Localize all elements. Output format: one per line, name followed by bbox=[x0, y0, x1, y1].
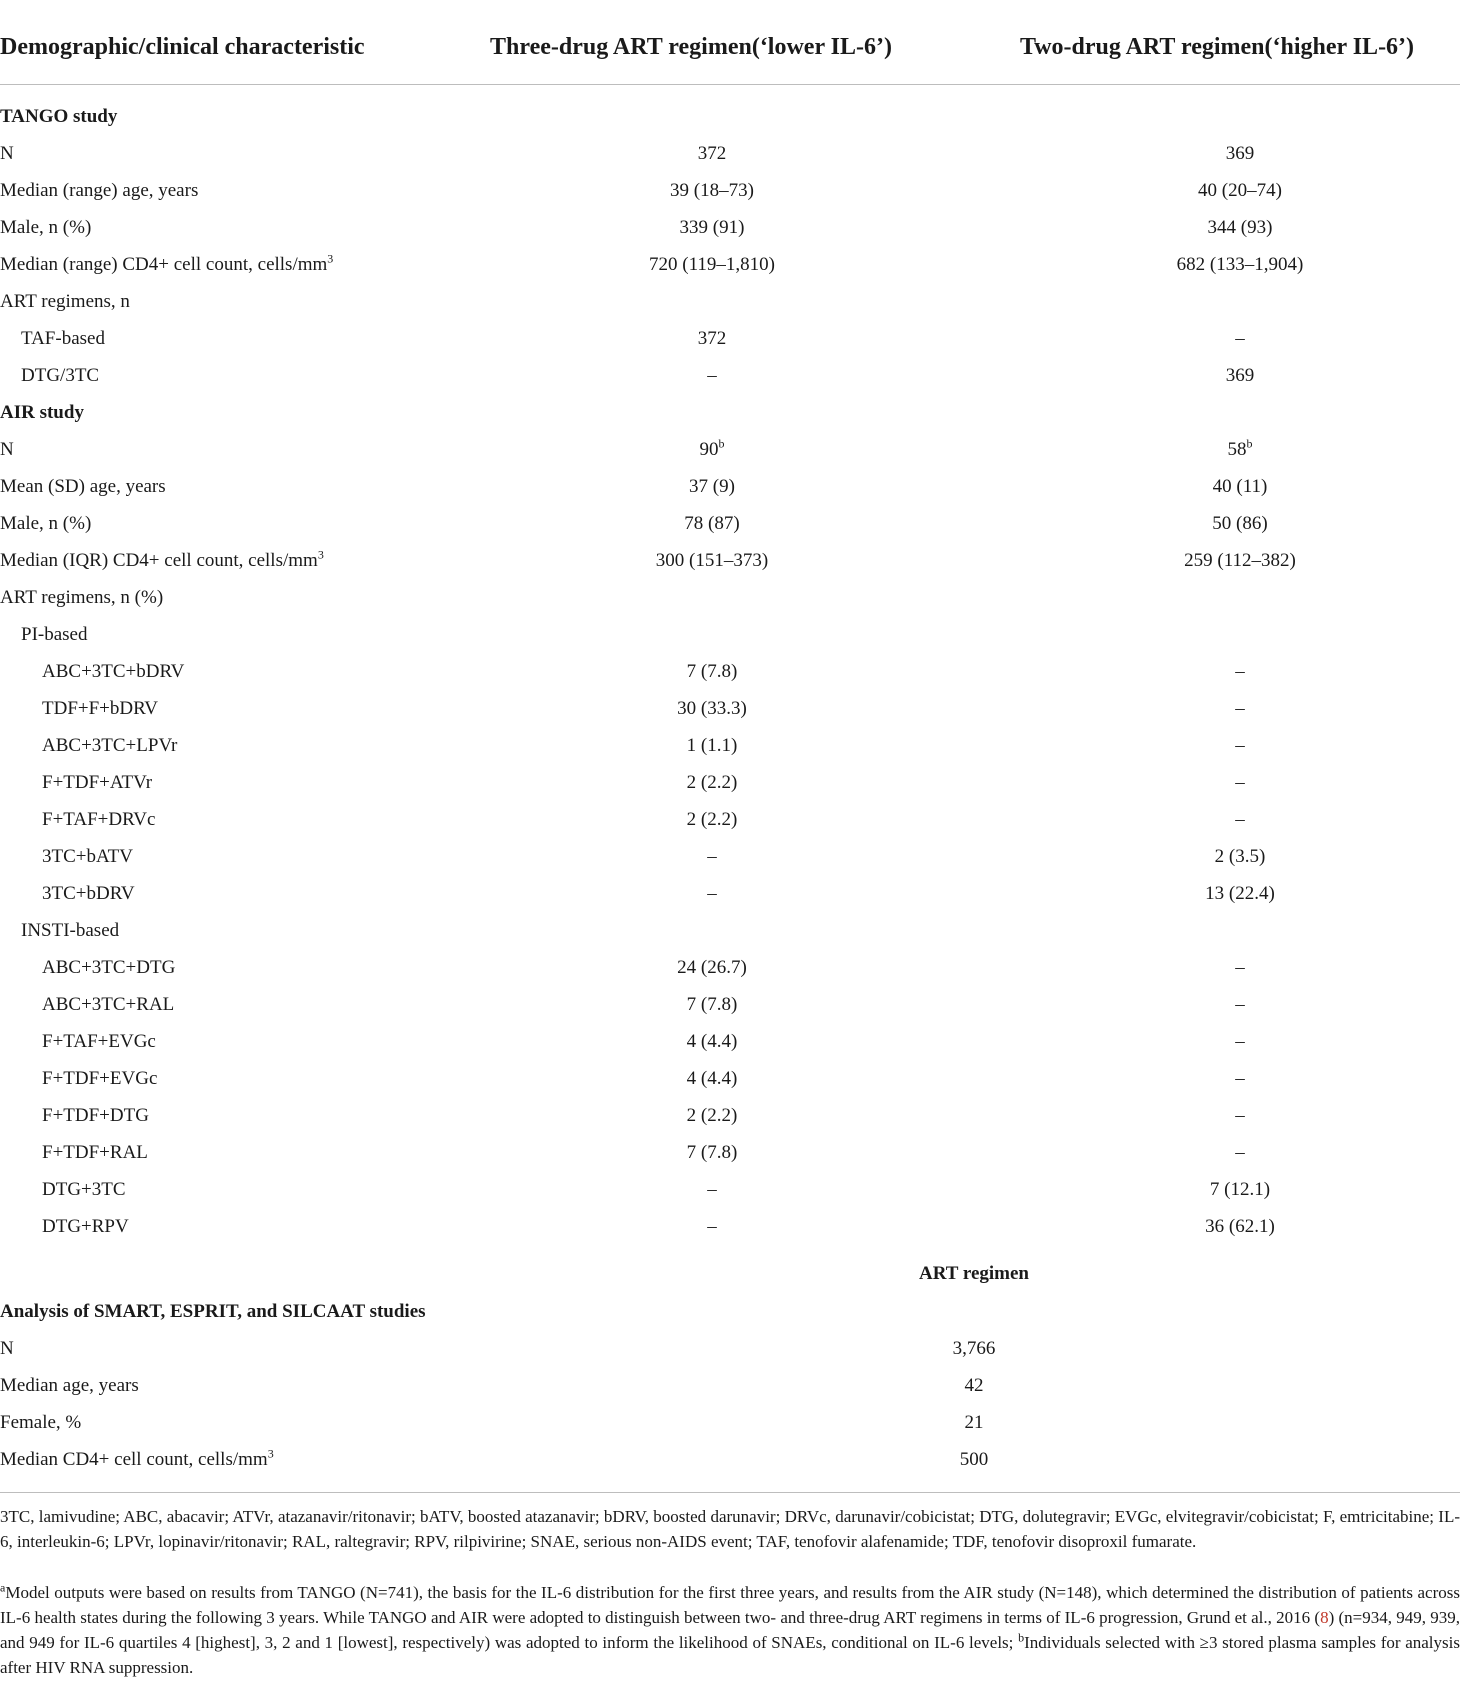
cell-three-drug: 78 (87) bbox=[684, 513, 740, 534]
cell-two-drug: 369 bbox=[1225, 365, 1255, 386]
table-row bbox=[0, 616, 1460, 653]
row-label: Median (range) CD4+ cell count, cells/mm bbox=[0, 254, 328, 275]
cell-three-drug: 1 (1.1) bbox=[686, 735, 738, 756]
row-label: ABC+3TC+DTG bbox=[42, 957, 176, 978]
row-label: Median (range) age, years bbox=[0, 180, 199, 201]
table-row bbox=[0, 764, 1460, 801]
cell-three-drug: – bbox=[707, 1216, 717, 1237]
cell-two-drug: – bbox=[1235, 1068, 1245, 1089]
table-header bbox=[0, 22, 1460, 82]
table-row bbox=[0, 838, 1460, 875]
row-label: F+TDF+DTG bbox=[42, 1105, 149, 1126]
table-row bbox=[0, 1097, 1460, 1134]
row-label: TDF+F+bDRV bbox=[42, 698, 158, 719]
superscript: b bbox=[1018, 1630, 1025, 1645]
cell-two-drug: 344 (93) bbox=[1207, 217, 1273, 238]
art-regimen-header bbox=[0, 1255, 1460, 1292]
table-row bbox=[0, 505, 1460, 542]
cell-three-drug: 4 (4.4) bbox=[686, 1068, 738, 1089]
table-row bbox=[0, 1171, 1460, 1208]
row-label: 3TC+bATV bbox=[42, 846, 133, 867]
row-label: Median CD4+ cell count, cells/mm bbox=[0, 1449, 268, 1470]
cell-two-drug: 7 (12.1) bbox=[1209, 1179, 1271, 1200]
cell-three-drug: 90 bbox=[699, 439, 719, 460]
table-row bbox=[0, 1060, 1460, 1097]
table-row bbox=[0, 1330, 1460, 1367]
table-row bbox=[0, 579, 1460, 616]
cell-three-drug: 7 (7.8) bbox=[686, 661, 738, 682]
row-label: Median (IQR) CD4+ cell count, cells/mm bbox=[0, 550, 318, 571]
cell-two-drug: – bbox=[1235, 1031, 1245, 1052]
cell-two-drug: – bbox=[1235, 735, 1245, 756]
row-label-wrap bbox=[0, 246, 333, 283]
cell-two-drug: – bbox=[1235, 994, 1245, 1015]
table-row bbox=[0, 357, 1460, 394]
table-row bbox=[0, 949, 1460, 986]
cell-three-drug: – bbox=[707, 883, 717, 904]
cell-three-drug: 30 (33.3) bbox=[677, 698, 747, 719]
cell-three-drug: 2 (2.2) bbox=[686, 1105, 738, 1126]
reference-link[interactable]: 8 bbox=[1320, 1608, 1329, 1627]
footnote-a-text: Model outputs were based on results from TANGO (N=741), the basis for the IL-6 distribution for the first three years, and results from the AIR study (N=148), which determined the distribution of patients across IL-6 health states during the following 3 years. While TANGO and AIR were adopted to distinguish between two- and three-drug ART regimens in terms of IL-6 progression, Grund et al., 2016 ( bbox=[0, 1583, 1460, 1627]
cell-three-drug: 39 (18–73) bbox=[670, 180, 754, 201]
row-label: PI-based bbox=[21, 624, 88, 645]
cell-two-drug: – bbox=[1235, 1142, 1245, 1163]
cell-art-regimen: 500 bbox=[959, 1449, 989, 1470]
row-label: N bbox=[0, 1338, 14, 1359]
cell-two-drug: 2 (3.5) bbox=[1214, 846, 1266, 867]
footnote-abbreviations: 3TC, lamivudine; ABC, abacavir; ATVr, atazanavir/ritonavir; bATV, boosted atazanavir; bDRV, boosted darunavir; DRVc, darunavir/cobicistat; DTG, dolutegravir; EVGc, elvitegravir/cobicistat; F, emtricitabine; IL-6, interleukin-6; LPVr, lopinavir/ritonavir; RAL, raltegravir; RPV, rilpivirine; SNAE, serious non-AIDS event; TAF, tenofovir alafenamide; TDF, tenofovir disoproxil fumarate. bbox=[0, 1507, 1460, 1551]
footnote-a bbox=[0, 1580, 1460, 1680]
cell-two-drug: – bbox=[1235, 1105, 1245, 1126]
cell-two-drug: 50 (86) bbox=[1212, 513, 1268, 534]
superscript: b bbox=[1246, 436, 1253, 451]
row-label: ABC+3TC+RAL bbox=[42, 994, 175, 1015]
cell-two-drug: 259 (112–382) bbox=[1184, 550, 1296, 571]
cell-art-regimen: 42 bbox=[964, 1375, 984, 1396]
cell-two-drug: 40 (11) bbox=[1212, 476, 1268, 497]
section-tango bbox=[0, 98, 1460, 135]
table-row bbox=[0, 1208, 1460, 1245]
table-row bbox=[0, 875, 1460, 912]
row-label: TAF-based bbox=[21, 328, 105, 349]
row-label: DTG/3TC bbox=[21, 365, 100, 386]
section-air bbox=[0, 394, 1460, 431]
cell-three-drug: – bbox=[707, 1179, 717, 1200]
row-label: ART regimens, n (%) bbox=[0, 587, 164, 608]
cell-three-drug: 7 (7.8) bbox=[686, 1142, 738, 1163]
row-label: ABC+3TC+LPVr bbox=[42, 735, 178, 756]
row-label: F+TAF+EVGc bbox=[42, 1031, 156, 1052]
table-row bbox=[0, 1023, 1460, 1060]
cell-two-drug: – bbox=[1235, 809, 1245, 830]
header-art-regimen: ART regimen bbox=[919, 1263, 1029, 1284]
superscript: 3 bbox=[267, 1446, 274, 1461]
cell-art-regimen: 21 bbox=[964, 1412, 984, 1433]
superscript: a bbox=[0, 1580, 6, 1595]
cell-two-drug: – bbox=[1235, 328, 1245, 349]
table-row bbox=[0, 320, 1460, 357]
section-title: AIR study bbox=[0, 402, 84, 423]
header-characteristic: Demographic/clinical characteristic bbox=[0, 34, 365, 60]
table-row bbox=[0, 209, 1460, 246]
cell-three-drug: 24 (26.7) bbox=[677, 957, 747, 978]
row-label: Male, n (%) bbox=[0, 217, 92, 238]
row-label: INSTI-based bbox=[21, 920, 120, 941]
cell-two-drug-wrap bbox=[1040, 431, 1440, 468]
table-row bbox=[0, 653, 1460, 690]
cell-three-drug: – bbox=[707, 846, 717, 867]
cell-two-drug: – bbox=[1235, 772, 1245, 793]
table-row bbox=[0, 912, 1460, 949]
cell-three-drug: 720 (119–1,810) bbox=[649, 254, 775, 275]
table-row bbox=[0, 1441, 1460, 1478]
cell-three-drug: 300 (151–373) bbox=[655, 550, 769, 571]
table-row bbox=[0, 246, 1460, 283]
row-label: N bbox=[0, 143, 14, 164]
cell-three-drug-wrap bbox=[512, 431, 912, 468]
row-label: Mean (SD) age, years bbox=[0, 476, 166, 497]
superscript: 3 bbox=[327, 251, 334, 266]
row-label-wrap bbox=[0, 542, 324, 579]
row-label: ART regimens, n bbox=[0, 291, 130, 312]
row-label: F+TAF+DRVc bbox=[42, 809, 156, 830]
table-row bbox=[0, 801, 1460, 838]
row-label: F+TDF+RAL bbox=[42, 1142, 148, 1163]
cell-three-drug: 2 (2.2) bbox=[686, 772, 738, 793]
row-label: 3TC+bDRV bbox=[42, 883, 135, 904]
row-label: DTG+3TC bbox=[42, 1179, 126, 1200]
table-row bbox=[0, 135, 1460, 172]
header-divider bbox=[0, 84, 1460, 85]
row-label: F+TDF+ATVr bbox=[42, 772, 153, 793]
superscript: b bbox=[718, 436, 725, 451]
table-row bbox=[0, 1367, 1460, 1404]
section-smart bbox=[0, 1293, 1460, 1330]
cell-two-drug: 369 bbox=[1225, 143, 1255, 164]
row-label-wrap bbox=[0, 1441, 274, 1478]
cell-three-drug: 37 (9) bbox=[689, 476, 735, 497]
row-label: Male, n (%) bbox=[0, 513, 92, 534]
table-row bbox=[0, 690, 1460, 727]
cell-art-regimen: 3,766 bbox=[952, 1338, 996, 1359]
cell-two-drug: – bbox=[1235, 698, 1245, 719]
table-row bbox=[0, 1404, 1460, 1441]
row-label: Female, % bbox=[0, 1412, 82, 1433]
row-label: ABC+3TC+bDRV bbox=[42, 661, 185, 682]
cell-two-drug: 682 (133–1,904) bbox=[1176, 254, 1304, 275]
cell-two-drug: 58 bbox=[1227, 439, 1247, 460]
cell-two-drug: 36 (62.1) bbox=[1205, 1216, 1275, 1237]
cell-two-drug: 40 (20–74) bbox=[1198, 180, 1282, 201]
cell-three-drug: 372 bbox=[697, 143, 727, 164]
footnote-b-text: Individuals selected with ≥3 stored plasma samples for analysis after HIV RNA suppression. bbox=[0, 1633, 1460, 1677]
footer-divider bbox=[0, 1492, 1460, 1493]
table-row bbox=[0, 986, 1460, 1023]
row-label: N bbox=[0, 439, 14, 460]
table-row bbox=[0, 172, 1460, 209]
table-row bbox=[0, 431, 1460, 468]
header-three-drug: Three-drug ART regimen(‘lower IL-6’) bbox=[490, 34, 892, 60]
row-label: DTG+RPV bbox=[42, 1216, 129, 1237]
table-row bbox=[0, 283, 1460, 320]
cell-three-drug: 339 (91) bbox=[679, 217, 745, 238]
row-label: F+TDF+EVGc bbox=[42, 1068, 158, 1089]
cell-two-drug: – bbox=[1235, 957, 1245, 978]
superscript: 3 bbox=[317, 547, 324, 562]
cell-two-drug: 13 (22.4) bbox=[1205, 883, 1275, 904]
table-row bbox=[0, 468, 1460, 505]
table-row bbox=[0, 542, 1460, 579]
table-row bbox=[0, 727, 1460, 764]
cell-three-drug: 372 bbox=[697, 328, 727, 349]
cell-three-drug: 4 (4.4) bbox=[686, 1031, 738, 1052]
footnote-a-text-end: ) (n=934, 949, 939, and 949 for IL-6 quartiles 4 [highest], 3, 2 and 1 [lowest], respectively) was adopted to inform the likelihood of SNAEs, conditional on IL-6 levels; bbox=[0, 1608, 1460, 1652]
cell-three-drug: 7 (7.8) bbox=[686, 994, 738, 1015]
section-title: TANGO study bbox=[0, 106, 118, 127]
section-title: Analysis of SMART, ESPRIT, and SILCAAT studies bbox=[0, 1301, 426, 1322]
cell-three-drug: – bbox=[707, 365, 717, 386]
row-label: Median age, years bbox=[0, 1375, 139, 1396]
cell-three-drug: 2 (2.2) bbox=[686, 809, 738, 830]
table-row bbox=[0, 1134, 1460, 1171]
cell-two-drug: – bbox=[1235, 661, 1245, 682]
header-two-drug: Two-drug ART regimen(‘higher IL-6’) bbox=[1020, 34, 1415, 60]
